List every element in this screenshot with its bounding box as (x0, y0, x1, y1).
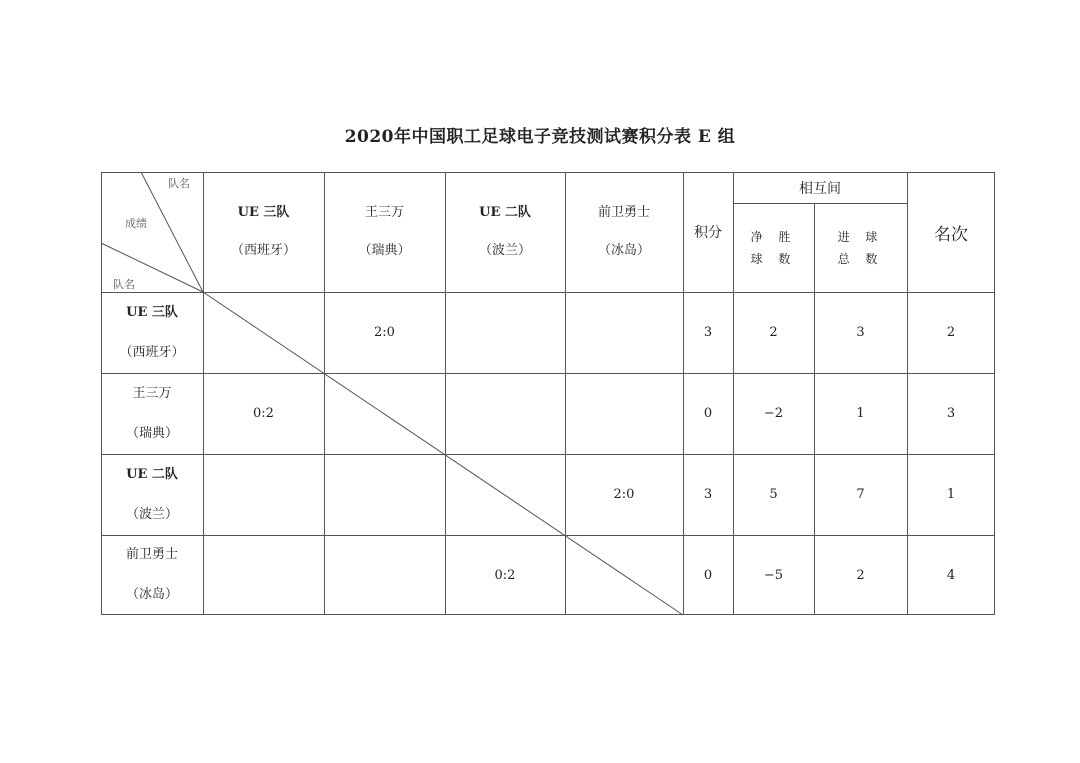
points-cell: 0 (703, 567, 713, 583)
team-name: UE 二队 (126, 466, 178, 482)
score-cell: 0:2 (253, 406, 274, 421)
corner-column-label: 队名 (168, 177, 190, 190)
net-goals-cell: 5 (769, 487, 778, 502)
corner-score-label: 成绩 (125, 217, 147, 230)
score-cell (324, 535, 445, 615)
net-goals-cell: −5 (763, 567, 784, 583)
score-cell: 2:0 (374, 325, 395, 340)
team-name: UE 二队 (479, 205, 531, 220)
score-cell (203, 292, 324, 373)
score-cell (203, 535, 324, 615)
net-goals-cell: −2 (763, 406, 784, 421)
rank-cell: 3 (946, 406, 956, 421)
score-cell (565, 373, 683, 454)
team-name: UE 三队 (126, 304, 178, 320)
rank-cell: 2 (946, 325, 956, 340)
net-goals-cell: 2 (769, 325, 778, 340)
points-cell: 3 (703, 325, 713, 340)
total-goals-header-line2: 总 数 (837, 251, 884, 266)
rank-cell: 4 (946, 567, 956, 583)
row-header-team (101, 454, 203, 535)
score-cell: 0:2 (494, 567, 516, 583)
team-name: 前卫勇士 (125, 547, 178, 562)
score-cell (445, 373, 565, 454)
points-header: 积分 (694, 225, 722, 241)
net-goals-header-line1: 净 胜 (750, 229, 797, 244)
total-goals-cell: 1 (856, 406, 865, 421)
net-goals-header-line2: 球 数 (750, 251, 797, 266)
column-header-team (445, 172, 565, 292)
row-header-team (101, 292, 203, 373)
rank-cell: 1 (946, 487, 956, 502)
page-title: 2020年中国职工足球电子竞技测试赛积分表 E 组 (344, 127, 736, 147)
team-country: （波兰） (478, 243, 531, 258)
total-goals-cell: 7 (856, 487, 865, 502)
score-cell: 2:0 (613, 487, 635, 502)
score-cell (445, 292, 565, 373)
total-goals-header (814, 203, 907, 292)
total-goals-cell: 2 (856, 567, 865, 583)
score-cell (565, 292, 683, 373)
team-name: 王三万 (132, 385, 172, 401)
score-cell (324, 373, 445, 454)
net-goals-header (733, 203, 814, 292)
total-goals-header-line1: 进 球 (837, 229, 884, 244)
corner-row-label: 队名 (113, 278, 135, 291)
score-cell (445, 454, 565, 535)
score-cell (565, 535, 683, 615)
total-goals-cell: 3 (856, 325, 865, 340)
points-cell: 3 (703, 487, 713, 502)
team-country: （瑞典） (358, 243, 411, 258)
row-header-team (101, 373, 203, 454)
team-country: （瑞典） (125, 425, 178, 441)
team-country: （西班牙） (119, 344, 185, 360)
mutual-header: 相互间 (799, 180, 841, 197)
points-cell: 0 (703, 406, 713, 421)
team-country: （冰岛） (597, 243, 650, 258)
team-name: UE 三队 (237, 205, 290, 220)
team-name: 王三万 (364, 205, 404, 220)
score-cell (324, 454, 445, 535)
team-country: （波兰） (125, 506, 178, 522)
rank-header: 名次 (934, 224, 968, 245)
team-name: 前卫勇士 (597, 205, 650, 220)
score-cell (203, 454, 324, 535)
team-country: （西班牙） (230, 243, 296, 258)
row-header-team (101, 535, 203, 615)
column-header-team (324, 172, 445, 292)
team-country: （冰岛） (125, 587, 178, 602)
column-header-team (203, 172, 324, 292)
column-header-team (565, 172, 683, 292)
